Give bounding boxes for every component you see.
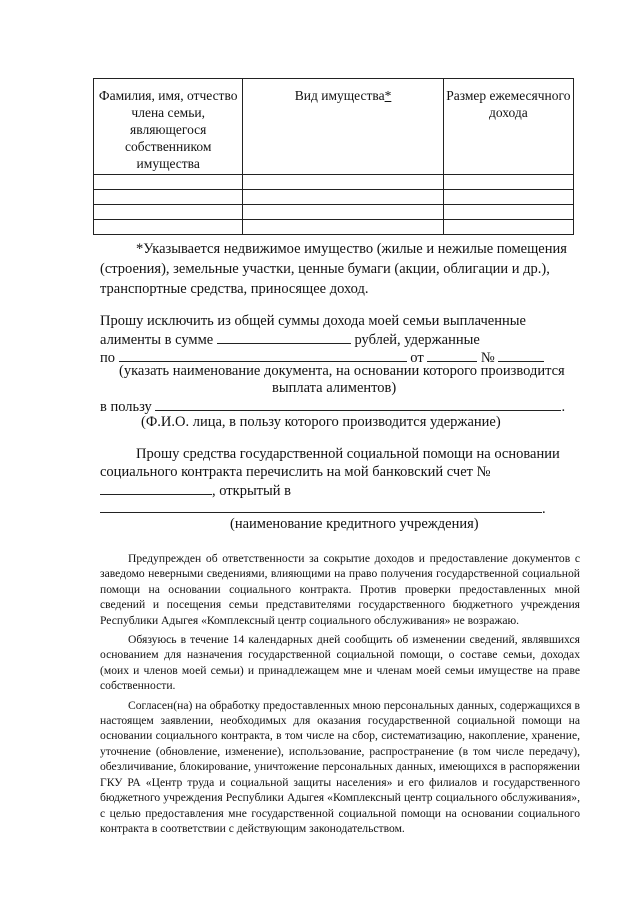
header-owner: Фамилия, имя, отчество члена семьи, являющегося собственником имущества [94,79,243,175]
alimony-amount-field[interactable] [217,331,351,344]
bank-line-3 [100,482,291,500]
alimony-withheld-label: рублей, удержанные [354,332,480,348]
alimony-hint-2: выплата алиментов) [272,380,397,396]
alimony-date-field[interactable] [427,349,477,362]
alimony-number-label: № [480,350,495,366]
paragraph-obligation: Обязуюсь в течение 14 календарных дней сообщить об изменении сведений, являвшихся основанием для назначения государственной социальной помощи, о составе семьи, доходах (моих и членов моей семьи) и принадлежащем мне и членам моей семьи имуществе на праве собственности. [100,633,580,693]
header-property-type [243,79,443,175]
alimony-number-field[interactable] [498,349,544,362]
table-row[interactable] [94,205,574,220]
table-cell[interactable] [443,190,573,205]
table-cell[interactable] [243,205,443,220]
bank-hint: (наименование кредитного учреждения) [230,516,479,532]
table-cell[interactable] [243,190,443,205]
footnote-line-1: *Указывается недвижимое имущество (жилые и нежилые помещения [136,241,567,257]
property-table [93,78,574,235]
table-cell[interactable] [443,175,573,190]
alimony-line-1: Прошу исключить из общей суммы дохода моей семьи выплаченные [100,313,526,329]
header-monthly-income: Размер ежемесячного дохода [443,79,573,175]
alimony-document-field[interactable] [119,349,407,362]
bank-line-1: Прошу средства государственной социальной помощи на основании [136,446,560,462]
bank-account-field[interactable] [100,482,212,495]
header-property-type-label: Вид имущества [294,88,385,103]
table-cell[interactable] [243,175,443,190]
table-row[interactable] [94,220,574,235]
alimony-from-label: от [410,350,424,366]
table-header-row [94,79,574,175]
alimony-hint-3: (Ф.И.О. лица, в пользу которого производится удержание) [141,414,501,430]
footnote-line-2: (строения), земельные участки, ценные бумаги (акции, облигации и др.), [100,261,550,277]
table-row[interactable] [94,190,574,205]
table-cell[interactable] [443,220,573,235]
bank-opened-label: , открытый в [212,483,291,499]
alimony-beneficiary-field[interactable] [155,398,561,411]
bank-line-2: социального контракта перечислить на мой банковский счет № [100,464,491,480]
alimony-line-4: в пользу . [100,399,566,415]
alimony-beneficiary-label: в пользу [100,399,152,415]
table-cell[interactable] [243,220,443,235]
table-cell[interactable] [94,205,243,220]
bank-line-4: . [100,500,546,518]
alimony-line-2 [100,331,480,349]
table-cell[interactable] [443,205,573,220]
table-cell[interactable] [94,190,243,205]
table-cell[interactable] [94,220,243,235]
alimony-amount-label: алименты в сумме [100,332,214,348]
table-row[interactable] [94,175,574,190]
footnote-marker: * [384,88,392,103]
paragraph-responsibility: Предупрежден об ответственности за сокрытие доходов и предоставление документов с заведомо неверными сведениями, влияющими на право получения государственной социальной помощи на основании социального контракта. Против проверки предоставленных мной сведений и посещения семьи представителями государственного бюджетного учреждения Республики Адыгея «Комплексный центр социального обслуживания» не возражаю. [100,552,580,627]
table-cell[interactable] [94,175,243,190]
alimony-hint-1: (указать наименование документа, на основании которого производится [119,363,565,379]
paragraph-consent: Согласен(на) на обработку предоставленных мною персональных данных, содержащихся в настоящем заявлении, необходимых для оказания государственной социальной помощи на основании социального контракта, в том числе на сбор, систематизацию, накопление, хранение, уточнение (обновление, изменение), использование, распространение (в том числе передачу), обезличивание, блокирование, уничтожение персональных данных, имеющихся в распоряжении ГКУ РА «Центр труда и социальной защиты населения» и его филиалов и государственного бюджетного учреждения Республики Адыгея «Комплексный центр социального обслуживания», с целью предоставления мне государственной социальной помощи на основании социального контракта в соответствии с действующим законодательством. [100,698,580,835]
small-print [100,551,580,836]
bank-name-field[interactable] [100,500,542,513]
alimony-by-label: по [100,350,116,366]
footnote-line-3: транспортные средства, приносящее доход. [100,281,369,297]
